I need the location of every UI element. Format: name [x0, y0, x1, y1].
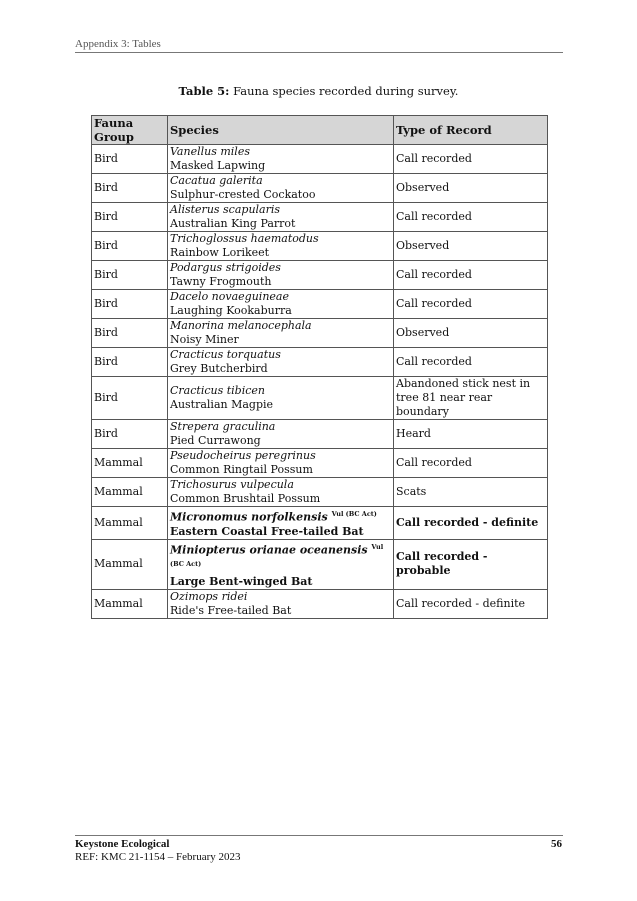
scientific-name	[170, 420, 391, 434]
fauna-group-cell: Bird	[92, 261, 168, 290]
caption-label: Table 5:	[178, 84, 230, 98]
species-cell	[168, 539, 394, 589]
table-row	[92, 290, 548, 319]
caption-text: Fauna species recorded during survey.	[229, 84, 459, 98]
common-name: Tawny Frogmouth	[170, 275, 272, 288]
species-cell	[168, 478, 394, 507]
fauna-group-cell: Bird	[92, 145, 168, 174]
table-row	[92, 539, 548, 589]
species-cell	[168, 174, 394, 203]
scientific-name	[170, 290, 391, 304]
scientific-name	[170, 319, 391, 333]
fauna-group-cell: Bird	[92, 203, 168, 232]
species-cell	[168, 348, 394, 377]
table-row	[92, 319, 548, 348]
scientific-name	[170, 261, 391, 275]
scientific-name	[170, 348, 391, 362]
fauna-group-cell: Bird	[92, 290, 168, 319]
record-type-cell: Call recorded - definite	[394, 589, 548, 618]
table-body	[92, 145, 548, 619]
table-row	[92, 507, 548, 540]
scientific-name	[170, 540, 391, 575]
conservation-status: Vul (BC Act)	[170, 542, 384, 569]
record-type-cell: Call recorded - definite	[394, 507, 548, 540]
record-type-cell: Call recorded - probable	[394, 539, 548, 589]
record-type-cell: Abandoned stick nest in tree 81 near rear boundary	[394, 377, 548, 420]
record-type-cell: Call recorded	[394, 261, 548, 290]
species-cell	[168, 507, 394, 540]
table-row	[92, 232, 548, 261]
species-cell	[168, 261, 394, 290]
record-type-cell: Call recorded	[394, 348, 548, 377]
table-row	[92, 589, 548, 618]
common-name: Australian Magpie	[170, 398, 274, 411]
fauna-group-cell: Bird	[92, 420, 168, 449]
table-row	[92, 348, 548, 377]
species-cell	[168, 377, 394, 420]
record-type-cell: Call recorded	[394, 145, 548, 174]
header-type-of-record: Type of Record	[394, 116, 548, 145]
header-fauna-group: Fauna Group	[92, 116, 168, 145]
table-row	[92, 203, 548, 232]
record-type-cell: Call recorded	[394, 449, 548, 478]
scientific-name-text: Trichoglossus haematodus	[170, 232, 319, 245]
scientific-name	[170, 384, 391, 398]
species-cell	[168, 145, 394, 174]
record-type-cell: Observed	[394, 174, 548, 203]
table-row	[92, 145, 548, 174]
page-number: 56	[551, 838, 562, 850]
fauna-group-cell: Mammal	[92, 539, 168, 589]
scientific-name-text: Ozimops ridei	[170, 589, 248, 603]
footer-divider	[75, 835, 563, 836]
record-type-cell: Call recorded	[394, 203, 548, 232]
species-cell	[168, 232, 394, 261]
fauna-group-cell: Bird	[92, 174, 168, 203]
footer-reference: REF: KMC 21-1154 – February 2023	[75, 851, 241, 863]
common-name: Pied Currawong	[170, 434, 261, 447]
common-name: Large Bent-winged Bat	[170, 574, 313, 588]
species-cell	[168, 319, 394, 348]
table-row	[92, 478, 548, 507]
fauna-group-cell: Bird	[92, 319, 168, 348]
scientific-name-text: Alisterus scapularis	[170, 203, 281, 216]
scientific-name	[170, 590, 391, 604]
common-name: Australian King Parrot	[170, 217, 296, 230]
species-cell	[168, 420, 394, 449]
common-name: Rainbow Lorikeet	[170, 246, 270, 259]
table-row	[92, 449, 548, 478]
record-type-cell: Observed	[394, 232, 548, 261]
fauna-group-cell: Mammal	[92, 449, 168, 478]
fauna-table	[91, 115, 548, 619]
scientific-name-text: Micronomus norfolkensis	[170, 510, 328, 524]
scientific-name-text: Manorina melanocephala	[170, 319, 312, 332]
species-cell	[168, 589, 394, 618]
record-type-cell: Call recorded	[394, 290, 548, 319]
common-name: Sulphur-crested Cockatoo	[170, 188, 316, 201]
scientific-name-text: Trichosurus vulpecula	[170, 478, 294, 491]
record-type-cell: Observed	[394, 319, 548, 348]
common-name: Grey Butcherbird	[170, 362, 268, 375]
fauna-group-cell: Mammal	[92, 589, 168, 618]
scientific-name	[170, 478, 391, 492]
scientific-name-text: Cracticus torquatus	[170, 348, 281, 361]
scientific-name-text: Dacelo novaeguineae	[170, 290, 289, 303]
scientific-name	[170, 449, 391, 463]
fauna-group-cell: Bird	[92, 348, 168, 377]
common-name: Laughing Kookaburra	[170, 304, 292, 317]
species-cell	[168, 449, 394, 478]
scientific-name	[170, 145, 391, 159]
scientific-name	[170, 507, 391, 525]
fauna-group-cell: Mammal	[92, 478, 168, 507]
common-name: Noisy Miner	[170, 333, 239, 346]
fauna-group-cell: Bird	[92, 377, 168, 420]
common-name: Ride's Free-tailed Bat	[170, 603, 292, 617]
scientific-name-text: Podargus strigoides	[170, 261, 281, 274]
header-divider	[75, 52, 563, 53]
record-type-cell: Scats	[394, 478, 548, 507]
scientific-name	[170, 174, 391, 188]
fauna-group-cell: Bird	[92, 232, 168, 261]
table-row	[92, 174, 548, 203]
scientific-name-text: Cracticus tibicen	[170, 384, 265, 397]
scientific-name	[170, 203, 391, 217]
table-row	[92, 261, 548, 290]
table-row	[92, 420, 548, 449]
scientific-name	[170, 232, 391, 246]
table-row	[92, 377, 548, 420]
species-cell	[168, 203, 394, 232]
common-name: Common Ringtail Possum	[170, 463, 313, 476]
table-caption	[0, 84, 637, 98]
scientific-name-text: Pseudocheirus peregrinus	[170, 449, 316, 462]
scientific-name-text: Strepera graculina	[170, 420, 276, 433]
record-type-cell: Heard	[394, 420, 548, 449]
footer-organization: Keystone Ecological	[75, 838, 170, 850]
scientific-name-text: Vanellus miles	[170, 145, 250, 158]
scientific-name-text: Cacatua galerita	[170, 174, 263, 187]
species-cell	[168, 290, 394, 319]
conservation-status: Vul (BC Act)	[331, 510, 377, 518]
fauna-group-cell: Mammal	[92, 507, 168, 540]
common-name: Eastern Coastal Free-tailed Bat	[170, 524, 364, 538]
header-species: Species	[168, 116, 394, 145]
table-header-row	[92, 116, 548, 145]
common-name: Masked Lapwing	[170, 159, 266, 172]
page-header: Appendix 3: Tables	[75, 38, 161, 50]
common-name: Common Brushtail Possum	[170, 492, 321, 505]
scientific-name-text: Miniopterus orianae oceanensis	[170, 543, 368, 557]
